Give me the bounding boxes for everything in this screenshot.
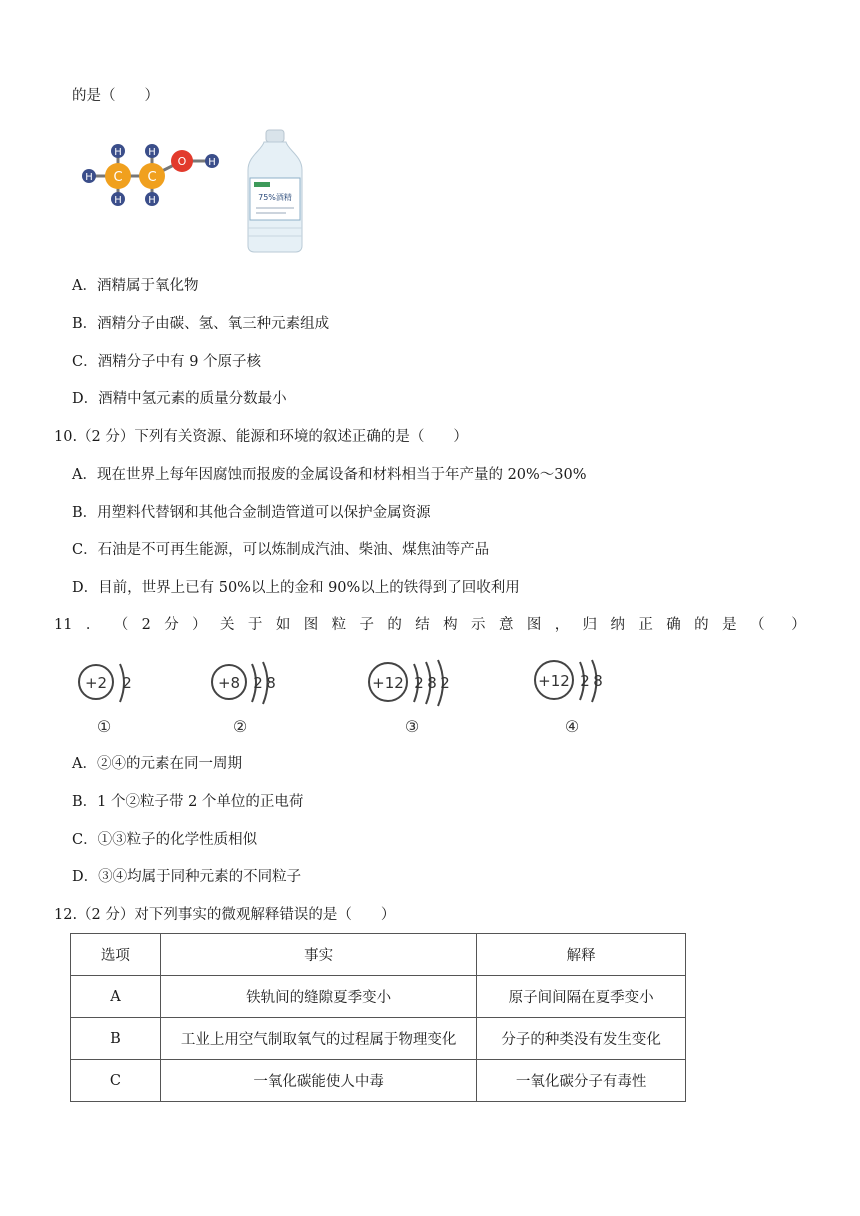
hydrogen-atom: [205, 154, 219, 168]
svg-text:+12: +12: [538, 672, 570, 690]
q11-stem-char: 纳: [610, 617, 625, 633]
q11-stem-char: 结: [415, 617, 430, 633]
q11-stem-char: 示: [471, 617, 486, 633]
svg-text:2: 2: [440, 674, 450, 692]
header-explanation: 解释: [477, 934, 686, 976]
q9-option-c: C．酒精分子中有 9 个原子核: [72, 354, 262, 370]
q11-stem-char: （: [113, 617, 129, 633]
q11-option-d: D．③④均属于同种元素的不同粒子: [72, 869, 302, 885]
q11-stem-char: 子: [359, 617, 374, 633]
q11-stem-char: 分: [164, 617, 179, 633]
question-fragment: 的是（ ）: [72, 88, 159, 104]
hydrogen-atom: [111, 192, 125, 206]
oxygen-atom: [171, 150, 193, 172]
hydrogen-atom: [145, 192, 159, 206]
table-row: [71, 1018, 686, 1060]
q11-stem-char: 意: [498, 617, 514, 633]
q11-stem-char: ，: [554, 617, 570, 633]
q11-stem-char: 11: [54, 617, 73, 633]
q11-stem-char: 是: [722, 617, 737, 633]
svg-text:H: H: [85, 172, 93, 183]
q11-stem-char: ．: [85, 617, 101, 633]
q11-option-a: A．②④的元素在同一周期: [72, 756, 242, 772]
q12-stem: 12.（2 分）对下列事实的微观解释错误的是（ ）: [54, 907, 396, 923]
q11-stem-char: 粒: [331, 617, 347, 633]
svg-text:+12: +12: [372, 674, 404, 692]
q11-option-c: C．①③粒子的化学性质相似: [72, 832, 258, 848]
svg-text:75%酒精: 75%酒精: [258, 193, 292, 202]
q11-stem-char: 的: [387, 617, 402, 633]
q11-stem: [54, 615, 806, 635]
svg-text:8: 8: [427, 674, 437, 692]
svg-text:①: ①: [96, 717, 112, 736]
svg-text:C: C: [147, 170, 157, 185]
table-row: [71, 976, 686, 1018]
q11-stem-char: 关: [220, 617, 235, 633]
header-fact: 事实: [160, 934, 476, 976]
svg-text:+8: +8: [217, 674, 241, 692]
svg-text:8: 8: [593, 672, 603, 690]
q11-stem-char: ）: [791, 617, 806, 633]
q11-option-b: B．1 个②粒子带 2 个单位的正电荷: [72, 794, 304, 810]
q11-stem-char: 确: [666, 617, 681, 633]
table-cell: B: [71, 1018, 161, 1060]
q11-stem-char: 构: [443, 617, 458, 633]
q11-stem-char: 正: [638, 617, 653, 633]
svg-text:2: 2: [253, 674, 263, 692]
svg-text:③: ③: [404, 717, 420, 736]
q11-stem-char: 如: [275, 617, 291, 633]
particle-diagram-2: [212, 662, 276, 736]
q9-option-d: D．酒精中氢元素的质量分数最小: [72, 391, 287, 407]
q11-stem-char: 归: [582, 617, 598, 633]
q11-stem-char: 的: [694, 617, 709, 633]
svg-text:8: 8: [266, 674, 276, 692]
svg-text:2: 2: [414, 674, 424, 692]
svg-text:C: C: [113, 170, 123, 185]
q11-stem-char: 2: [141, 617, 151, 633]
carbon-atom: [139, 163, 165, 189]
table-cell: 分子的种类没有发生变化: [477, 1018, 686, 1060]
hydrogen-atom: [82, 169, 96, 183]
svg-text:H: H: [114, 195, 122, 206]
q12-table: [70, 933, 686, 1102]
table-cell: 铁轨间的缝隙夏季变小: [160, 976, 476, 1018]
table-cell: 一氧化碳能使人中毒: [160, 1060, 476, 1102]
hydrogen-atom: [111, 144, 125, 158]
q9-option-a: A．酒精属于氧化物: [72, 278, 199, 294]
svg-text:H: H: [114, 147, 122, 158]
q10-stem: 10.（2 分）下列有关资源、能源和环境的叙述正确的是（ ）: [54, 429, 468, 445]
table-cell: 一氧化碳分子有毒性: [477, 1060, 686, 1102]
carbon-atom: [105, 163, 131, 189]
hydrogen-atom: [145, 144, 159, 158]
table-cell: 原子间间隔在夏季变小: [477, 976, 686, 1018]
q11-stem-char: （: [749, 617, 765, 633]
svg-text:2: 2: [580, 672, 590, 690]
svg-text:②: ②: [232, 717, 248, 736]
alcohol-bottle-image: [240, 128, 310, 254]
q10-option-b: B．用塑料代替钢和其他合金制造管道可以保护金属资源: [72, 505, 431, 521]
ethanol-molecule-image: [76, 143, 226, 213]
svg-text:H: H: [148, 147, 156, 158]
svg-text:+2: +2: [84, 674, 108, 692]
table-cell: C: [71, 1060, 161, 1102]
q10-option-a: A．现在世界上每年因腐蚀而报废的金属设备和材料相当于年产量的 20%～30%: [72, 467, 587, 483]
particle-diagram-3: [369, 660, 450, 736]
table-cell: 工业上用空气制取氧气的过程属于物理变化: [160, 1018, 476, 1060]
svg-text:O: O: [177, 155, 187, 168]
particle-diagram-4: [535, 660, 603, 736]
table-row: [71, 1060, 686, 1102]
svg-text:2: 2: [122, 674, 132, 692]
q11-stem-char: 于: [247, 617, 263, 633]
q10-option-d: D．目前，世界上已有 50%以上的金和 90%以上的铁得到了回收利用: [72, 580, 520, 596]
header-option: 选项: [71, 934, 161, 976]
q9-option-b: B．酒精分子由碳、氢、氧三种元素组成: [72, 316, 330, 332]
q11-stem-char: ）: [192, 617, 207, 633]
q10-option-c: C．石油是不可再生能源，可以炼制成汽油、柴油、煤焦油等产品: [72, 542, 490, 558]
svg-text:④: ④: [564, 717, 580, 736]
table-header-row: [71, 934, 686, 976]
q11-stem-char: 图: [526, 617, 542, 633]
particle-diagrams: [72, 652, 692, 742]
particle-diagram-1: [79, 664, 132, 736]
svg-text:H: H: [148, 195, 156, 206]
table-cell: A: [71, 976, 161, 1018]
q11-stem-char: 图: [303, 617, 319, 633]
svg-text:H: H: [208, 157, 216, 168]
